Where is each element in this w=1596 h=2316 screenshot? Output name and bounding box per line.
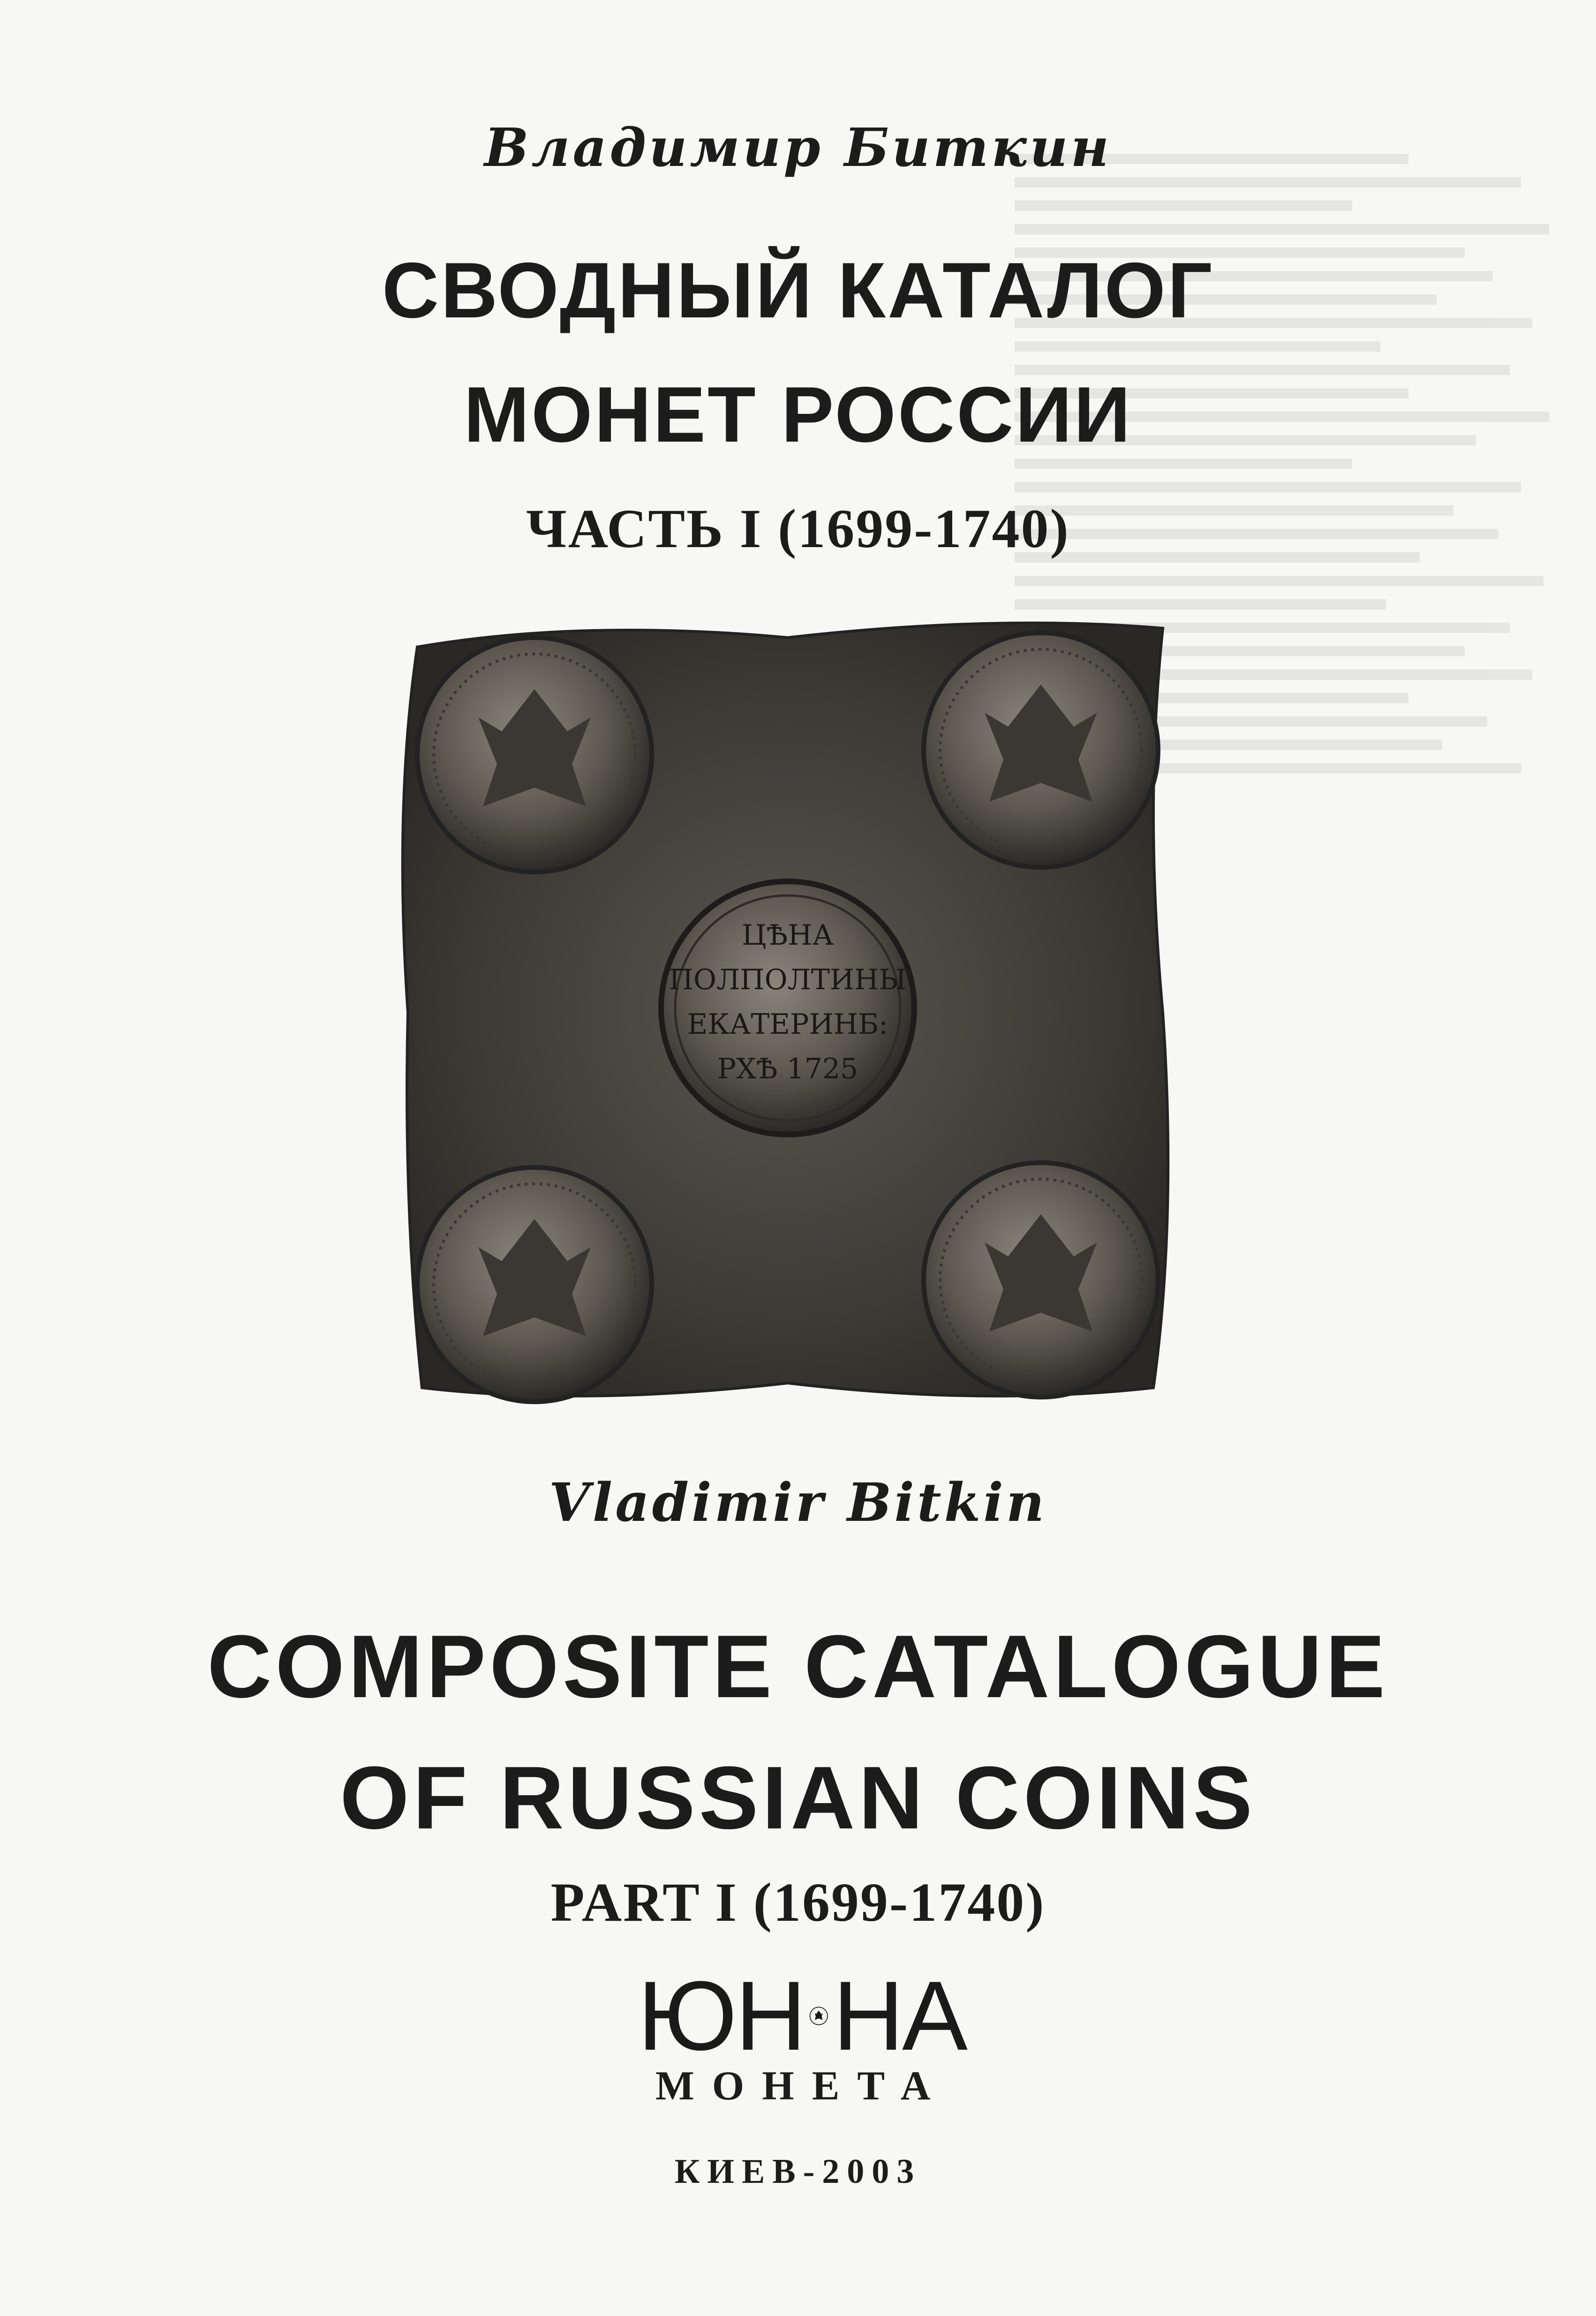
part-ru: ЧАСТЬ I (1699-1740): [526, 498, 1070, 559]
corner-stamp-bottom-left: [417, 1167, 652, 1402]
part-en: PART I (1699-1740): [550, 1872, 1046, 1933]
author-ru: Владимир Биткин: [484, 117, 1112, 179]
title-ru-line-1: СВОДНЫЙ КАТАЛОГ: [382, 246, 1214, 334]
corner-stamp-bottom-right: [924, 1163, 1158, 1397]
publisher-name-right: НА: [833, 1961, 966, 2071]
plate-money-image: [384, 609, 1191, 1416]
coin-line-2: ПОЛПОЛТИНЫ: [669, 963, 907, 996]
coin-line-3: ЕКАТЕРИНБ:: [687, 1008, 888, 1041]
city-year: КИЕВ-2003: [674, 2152, 922, 2191]
title-en-line-1: COMPOSITE CATALOGUE: [207, 1617, 1389, 1716]
coin-line-4: РХѢ 1725: [717, 1053, 858, 1085]
author-en: Vladimir Bitkin: [549, 1472, 1047, 1534]
title-ru-line-2: МОНЕТ РОССИИ: [464, 370, 1132, 459]
coin-line-1: ЦѢНА: [742, 919, 834, 952]
corner-stamp-top-left: [417, 638, 652, 872]
center-stamp: [661, 881, 914, 1135]
title-en-line-2: OF RUSSIAN COINS: [339, 1748, 1257, 1848]
publisher-name-left: ЮН: [638, 1961, 805, 2071]
corner-stamp-top-right: [924, 633, 1158, 867]
publisher-subtitle: МОНЕТА: [655, 2063, 949, 2109]
publisher-logo: [638, 1961, 966, 2110]
publisher-coin-icon: [809, 1971, 828, 2060]
